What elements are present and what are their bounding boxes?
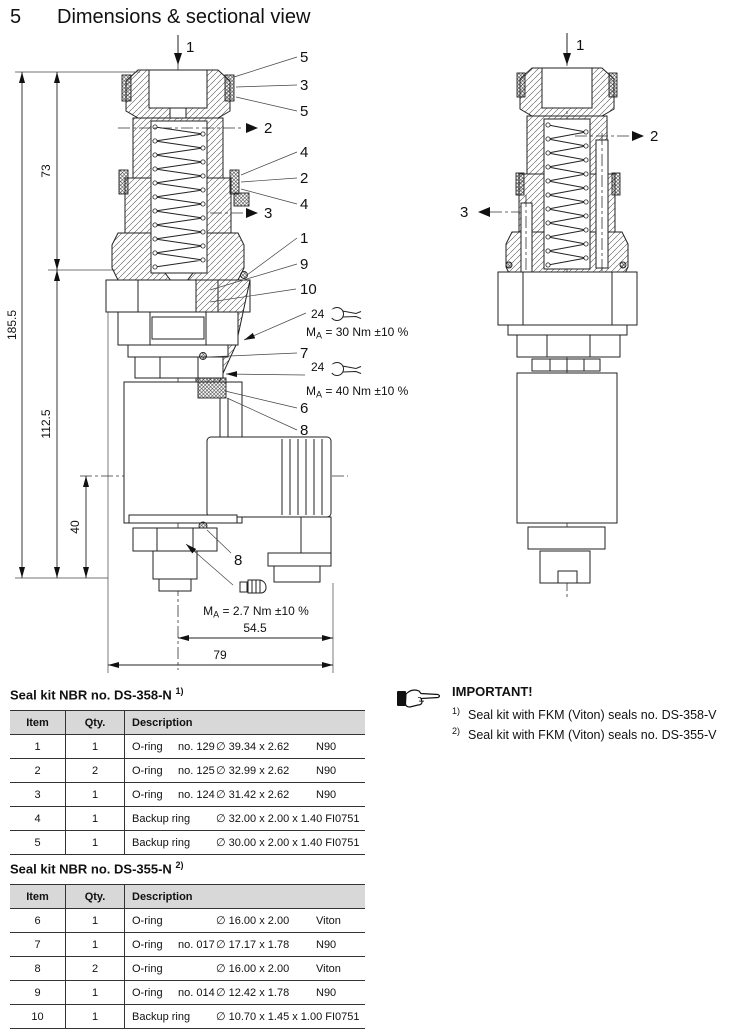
table-row: 9 1 O-ring no. 014 ∅ 12.42 x 1.78 N90 bbox=[10, 981, 365, 1005]
seal-kit-1-title: Seal kit NBR no. DS-358-N $^{1)}$ bbox=[10, 686, 184, 703]
wrench-size: 24 bbox=[311, 360, 325, 374]
port-arrow-3 bbox=[460, 204, 520, 221]
din-connector bbox=[207, 437, 331, 517]
body-and-coil bbox=[498, 272, 637, 583]
torque-value-30nm: $M_A = 30$ Nm ±10 % bbox=[306, 325, 409, 341]
important-note bbox=[396, 684, 752, 743]
col-qty: Qty. bbox=[66, 885, 125, 908]
callout-port-3: 3 bbox=[460, 204, 469, 221]
callout-5a: 5 bbox=[300, 49, 309, 66]
callout-5b: 5 bbox=[300, 103, 309, 120]
table-header-row bbox=[10, 885, 365, 909]
section-number: 5 bbox=[10, 6, 22, 28]
footnote-ref: 1) bbox=[452, 706, 461, 716]
callout-1: 1 bbox=[300, 230, 309, 247]
col-qty: Qty. bbox=[66, 711, 125, 734]
table-row: 8 2 O-ring ∅ 16.00 x 2.00 Viton bbox=[10, 957, 365, 981]
footnote-1: $^{1)}$ Seal kit with FKM (Viton) seals no. DS-358-V bbox=[452, 706, 717, 723]
table-row: 4 1 Backup ring ∅ 32.00 x 2.00 x 1.40 FI0751 bbox=[10, 807, 365, 831]
callout-10: 10 bbox=[300, 281, 317, 298]
table-header-row bbox=[10, 711, 365, 735]
seal-kit-1-table bbox=[10, 710, 365, 855]
valve-cartridge-section bbox=[506, 68, 628, 285]
cable-gland bbox=[268, 553, 331, 566]
callout-port-2: 2 bbox=[264, 120, 273, 137]
torque-value-40nm: $M_A = 40$ Nm ±10 % bbox=[306, 384, 409, 400]
dim-width-inner: 54.5 bbox=[243, 621, 267, 635]
col-item: Item bbox=[10, 885, 66, 908]
pointing-hand-icon bbox=[396, 684, 444, 714]
col-item: Item bbox=[10, 711, 66, 734]
seal-kit-2-table bbox=[10, 884, 365, 1029]
dim-lower: 112.5 bbox=[39, 409, 53, 439]
seal-kit-2-title: Seal kit NBR no. DS-355-N $^{2)}$ bbox=[10, 860, 184, 877]
oring-item1 bbox=[241, 272, 248, 279]
oring-stack-right bbox=[225, 75, 234, 101]
wrench-size: 24 bbox=[311, 307, 325, 321]
table-row: 10 1 Backup ring ∅ 10.70 x 1.45 x 1.00 FI0751 bbox=[10, 1005, 365, 1029]
bolt-bore-left bbox=[521, 203, 532, 278]
callout-flow-1: 1 bbox=[576, 37, 585, 54]
col-description: Description bbox=[132, 890, 193, 903]
vent-screw bbox=[234, 193, 249, 206]
footnote-ref: 2) bbox=[452, 726, 461, 737]
callout-3: 3 bbox=[300, 77, 309, 94]
callout-9: 9 bbox=[300, 256, 309, 273]
oring-item7 bbox=[200, 353, 207, 360]
wrench-icon bbox=[326, 308, 361, 321]
callout-8b: 8 bbox=[234, 552, 243, 569]
dim-upper: 73 bbox=[39, 164, 53, 178]
coil-body bbox=[517, 373, 617, 523]
valve-cartridge-section bbox=[112, 70, 249, 291]
callout-4a: 4 bbox=[300, 144, 309, 161]
oring-mid-right bbox=[230, 170, 239, 194]
left-sectional-view bbox=[0, 25, 420, 680]
wrench-icon bbox=[326, 363, 361, 376]
flow-arrow-1 bbox=[174, 35, 194, 65]
page-title: Dimensions & sectional view bbox=[57, 6, 311, 28]
table-row: 3 1 O-ring no. 124 ∅ 31.42 x 2.62 N90 bbox=[10, 783, 365, 807]
callout-4b: 4 bbox=[300, 196, 309, 213]
oring-stack-left bbox=[122, 75, 131, 101]
callout-port-2: 2 bbox=[650, 128, 659, 145]
callout-6: 6 bbox=[300, 400, 309, 417]
dim-total-height: 185.5 bbox=[5, 309, 19, 341]
oring-mid-left bbox=[119, 170, 128, 194]
oring-item6-8 bbox=[198, 378, 226, 398]
hand-tighten-icon bbox=[240, 580, 266, 593]
dim-width-total: 79 bbox=[213, 648, 227, 662]
dim-coil: 40 bbox=[68, 520, 82, 534]
footnote-2: $^{2)}$ Seal kit with FKM (Viton) seals no. DS-355-V bbox=[452, 726, 717, 743]
col-description: Description bbox=[132, 716, 193, 729]
table-row: 5 1 Backup ring ∅ 30.00 x 2.00 x 1.40 FI0751 bbox=[10, 831, 365, 855]
callout-port-3: 3 bbox=[264, 205, 273, 222]
torque-value-2-7nm: $M_A = 2.7$ Nm ±10 % bbox=[203, 604, 309, 620]
callout-8a: 8 bbox=[300, 422, 309, 439]
table-row: 7 1 O-ring no. 017 ∅ 17.17 x 1.78 N90 bbox=[10, 933, 365, 957]
callout-2: 2 bbox=[300, 170, 309, 187]
manifold-section bbox=[106, 272, 250, 394]
table-row: 2 2 O-ring no. 125 ∅ 32.99 x 2.62 N90 bbox=[10, 759, 365, 783]
callout-flow-1: 1 bbox=[186, 39, 195, 56]
right-sectional-view bbox=[420, 25, 756, 680]
callout-7: 7 bbox=[300, 345, 309, 362]
torque-mid bbox=[226, 360, 409, 400]
manual-override bbox=[153, 551, 197, 579]
table-row: 6 1 O-ring ∅ 16.00 x 2.00 Viton bbox=[10, 909, 365, 933]
important-title: IMPORTANT! bbox=[452, 684, 533, 699]
table-row: 1 1 O-ring no. 129 ∅ 39.34 x 2.62 N90 bbox=[10, 735, 365, 759]
torque-top bbox=[244, 307, 409, 341]
flow-arrow-1 bbox=[563, 33, 584, 65]
